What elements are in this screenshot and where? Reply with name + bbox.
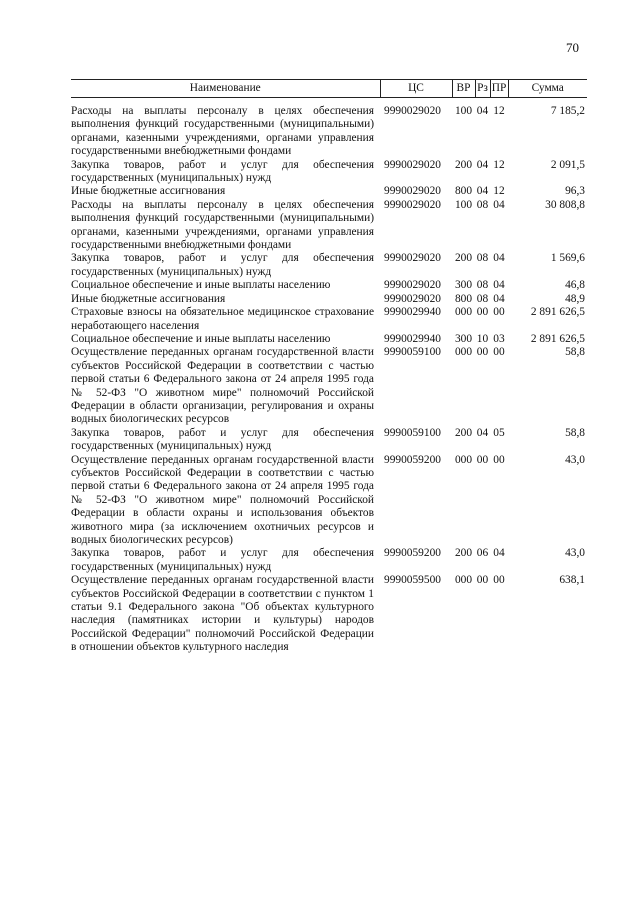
- row-rz: 00: [476, 346, 489, 359]
- row-pr: 05: [493, 426, 505, 439]
- row-rz: 04: [476, 158, 489, 171]
- row-sum: 2 091,5: [550, 158, 585, 171]
- row-sum: 7 185,2: [550, 105, 585, 117]
- row-sum: 58,8: [565, 426, 585, 439]
- header-rz: Рз: [475, 80, 490, 98]
- row-name: Закупка товаров, работ и услуг для обеспечения государственных (муниципальных) нужд: [71, 158, 374, 185]
- row-cs: 9990059500: [384, 574, 441, 587]
- row-pr: 12: [493, 105, 505, 117]
- row-name: Закупка товаров, работ и услуг для обеспечения государственных (муниципальных) нужд: [71, 547, 374, 573]
- table-row: [71, 185, 587, 198]
- row-sum: 638,1: [559, 574, 585, 587]
- row-rz: 08: [476, 292, 489, 305]
- row-name: Осуществление переданных органам государственной власти субъектов Российской Федерации в соответствии с пунктом 1 статьи 9.1 Федерального закона "Об объектах культурного наследия (памятниках истории и культуры) народов Российской Федерации" полномочий Российской Федерации в отношении объектов культурного наследия: [71, 574, 374, 654]
- row-sum: 2 891 626,5: [530, 306, 585, 319]
- row-rz: 04: [476, 185, 489, 198]
- row-pr: 12: [493, 158, 505, 171]
- row-vr: 800: [454, 185, 473, 198]
- row-sum: 30 808,8: [545, 198, 585, 211]
- row-vr: 100: [454, 198, 473, 211]
- row-cs: 9990059200: [384, 453, 441, 466]
- row-name: Закупка товаров, работ и услуг для обеспечения государственных (муниципальных) нужд: [71, 252, 374, 278]
- row-rz: 00: [476, 306, 489, 319]
- table-row: [71, 454, 587, 548]
- row-name: Осуществление переданных органам государственной власти субъектов Российской Федерации в соответствии с частью первой статьи 6 Федерального закона от 24 апреля 1995 года № 52-ФЗ "О животном мире" полномочий Российской Федерации в области организации, регулирования и охраны водных биологических ресурсов: [71, 346, 374, 426]
- row-cs: 9990059100: [384, 426, 441, 439]
- row-vr: 800: [454, 292, 473, 305]
- row-sum: 2 891 626,5: [530, 332, 585, 345]
- row-pr: 04: [493, 279, 505, 292]
- row-cs: 9990059100: [384, 346, 441, 359]
- row-name: Социальное обеспечение и иные выплаты населению: [71, 279, 331, 292]
- row-vr: 000: [454, 306, 473, 319]
- row-cs: 9990029020: [384, 252, 441, 265]
- row-cs: 9990029940: [384, 306, 441, 319]
- header-sum: Сумма: [508, 80, 587, 98]
- table-row: [71, 159, 587, 186]
- row-pr: 04: [493, 198, 505, 211]
- table-header-row: [71, 80, 587, 98]
- row-cs: 9990029940: [384, 332, 441, 345]
- row-rz: 08: [476, 279, 489, 292]
- header-pr: ПР: [490, 80, 508, 98]
- header-vr: ВР: [452, 80, 475, 98]
- row-cs: 9990059200: [384, 547, 441, 560]
- table-row: [71, 199, 587, 253]
- row-vr: 300: [454, 279, 473, 292]
- row-name: Социальное обеспечение и иные выплаты населению: [71, 332, 331, 345]
- row-vr: 200: [454, 426, 473, 439]
- table-row: [71, 98, 587, 159]
- row-cs: 9990029020: [384, 198, 441, 211]
- header-cs: ЦС: [380, 80, 452, 98]
- row-vr: 000: [454, 346, 473, 359]
- row-sum: 58,8: [565, 346, 585, 359]
- row-name: Иные бюджетные ассигнования: [71, 292, 226, 305]
- row-rz: 04: [476, 426, 489, 439]
- table-row: [71, 346, 587, 426]
- row-name: Страховые взносы на обязательное медицинское страхование неработающего населения: [71, 306, 374, 332]
- row-rz: 00: [476, 453, 489, 466]
- row-pr: 03: [493, 332, 505, 345]
- row-vr: 200: [454, 158, 473, 171]
- row-sum: 43,0: [565, 453, 585, 466]
- row-pr: 04: [493, 547, 505, 560]
- row-name: Закупка товаров, работ и услуг для обеспечения государственных (муниципальных) нужд: [71, 426, 374, 453]
- page-number: 70: [566, 40, 579, 55]
- row-vr: 300: [454, 332, 473, 345]
- row-vr: 000: [454, 574, 473, 587]
- row-rz: 08: [476, 252, 489, 265]
- row-pr: 00: [493, 453, 505, 466]
- row-cs: 9990029020: [384, 292, 441, 305]
- budget-table: [71, 79, 587, 655]
- row-pr: 12: [493, 185, 505, 198]
- row-name: Осуществление переданных органам государственной власти субъектов Российской Федерации в соответствии с частью первой статьи 6 Федерального закона от 24 апреля 1995 года № 52-ФЗ "О животном мире" полномочий Российской Федерации в области охраны и использования объектов животного мира (за исключением охотничьих ресурсов и водных биологических ресурсов): [71, 453, 374, 546]
- row-pr: 00: [493, 574, 505, 587]
- row-rz: 10: [476, 332, 489, 345]
- row-sum: 43,0: [565, 547, 585, 560]
- row-name: Расходы на выплаты персоналу в целях обеспечения выполнения функций государственными (муниципальными) органами, казенными учреждениями, органами управления государственными внебюджетными фондами: [71, 105, 374, 158]
- table-row: [71, 333, 587, 346]
- table-row: [71, 547, 587, 574]
- table-row: [71, 427, 587, 454]
- row-sum: 96,3: [565, 185, 585, 198]
- row-cs: 9990029020: [384, 105, 441, 117]
- row-pr: 00: [493, 306, 505, 319]
- row-sum: 48,9: [565, 292, 585, 305]
- row-cs: 9990029020: [384, 158, 441, 171]
- row-rz: 08: [476, 198, 489, 211]
- table-row: [71, 293, 587, 306]
- header-name: Наименование: [71, 80, 380, 98]
- row-pr: 04: [493, 252, 505, 265]
- row-rz: 04: [476, 105, 489, 117]
- table-row: [71, 279, 587, 292]
- row-pr: 00: [493, 346, 505, 359]
- row-vr: 000: [454, 453, 473, 466]
- row-vr: 100: [454, 105, 473, 117]
- row-name: Иные бюджетные ассигнования: [71, 185, 226, 198]
- row-name: Расходы на выплаты персоналу в целях обеспечения выполнения функций государственными (муниципальными) органами, казенными учреждениями, органами управления государственными внебюджетными фондами: [71, 198, 374, 252]
- row-rz: 06: [476, 547, 489, 560]
- table-row: [71, 252, 587, 279]
- row-cs: 9990029020: [384, 185, 441, 198]
- row-pr: 04: [493, 292, 505, 305]
- row-vr: 200: [454, 252, 473, 265]
- row-sum: 1 569,6: [550, 252, 585, 265]
- row-rz: 00: [476, 574, 489, 587]
- row-cs: 9990029020: [384, 279, 441, 292]
- row-vr: 200: [454, 547, 473, 560]
- table-row: [71, 306, 587, 333]
- table-row: [71, 574, 587, 654]
- row-sum: 46,8: [565, 279, 585, 292]
